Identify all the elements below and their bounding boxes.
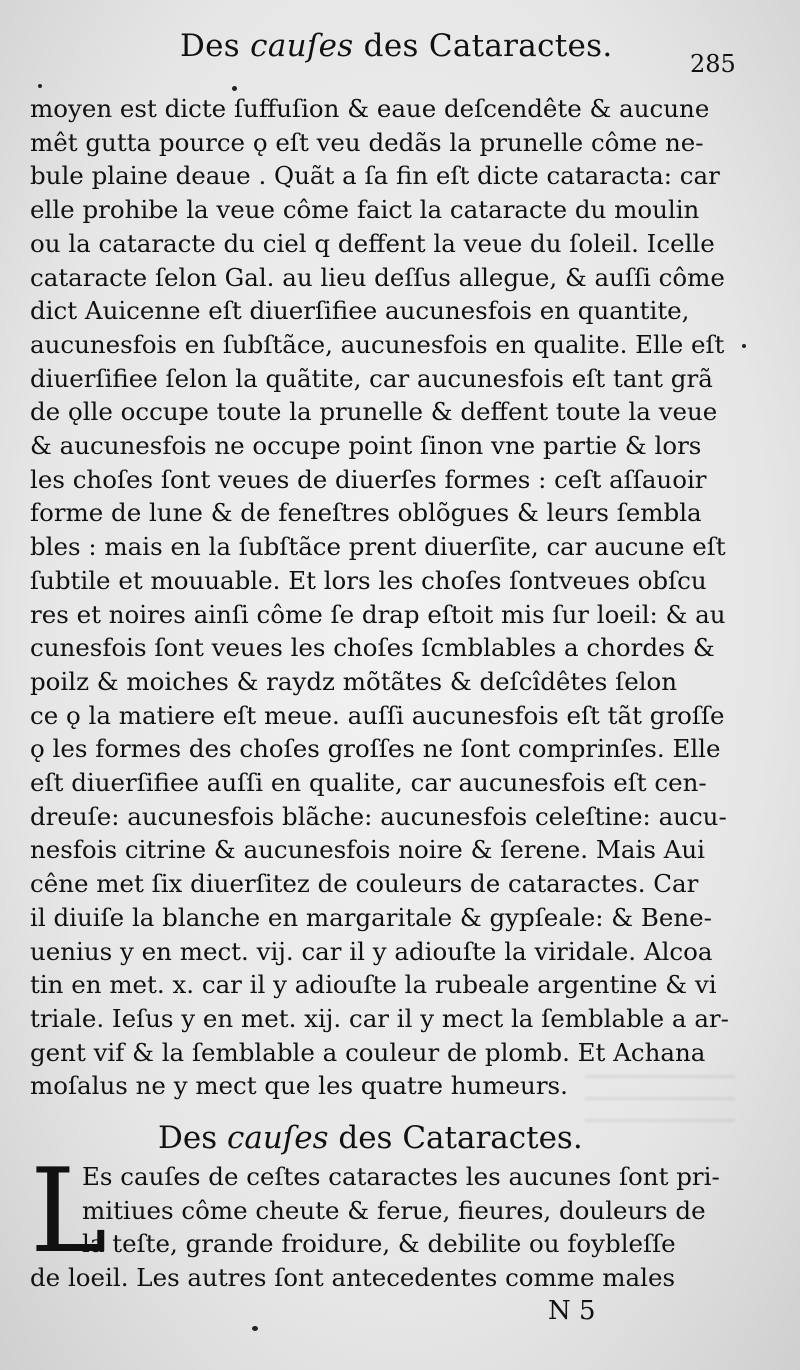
text-line: moſalus ne y mect que les quatre humeurs.	[30, 1071, 568, 1101]
text-line: cêne met ſix diuerſitez de couleurs de cataractes. Car	[30, 869, 699, 899]
section-heading: Des cauſes des Cataractes.	[158, 1120, 583, 1156]
text-line: la teſte, grande froidure, & debilite ou foybleſſe	[82, 1229, 676, 1259]
ink-speck	[232, 86, 237, 91]
text-line: nesfois citrine & aucunesfois noire & ſerene. Mais Aui	[30, 835, 706, 865]
text-line: elle prohibe la veue côme faict la cataracte du moulin	[30, 195, 700, 225]
signature-mark: N 5	[548, 1296, 596, 1326]
text-line: moyen est dicte ſuffuſion & eaue deſcendête & aucune	[30, 94, 710, 123]
text-line: cunesfois ſont veues les choſes ſcmblables a chordes &	[30, 633, 715, 663]
text-line: aucunesfois en ſubſtãce, aucunesfois en qualite. Elle eſt	[30, 329, 725, 359]
text-line: & aucunesfois ne occupe point ſinon vne partie & lors	[30, 431, 702, 461]
text-line: poilz & moiches & raydz mõtãtes & deſcîdêtes ſelon	[30, 666, 678, 696]
text-line: dict Auicenne eſt diuerſifiee aucunesfois en quantite,	[30, 296, 690, 326]
text-line: ſubtile et mouuable. Et lors les choſes ſontveues obſcu	[30, 565, 707, 595]
text-line: Es cauſes de ceſtes cataractes les aucunes ſont pri-	[82, 1162, 720, 1191]
text-line: tin en met. x. car il y adiouſte la rubeale argentine & vi	[30, 970, 717, 1000]
ink-speck	[252, 1326, 258, 1331]
ink-speck	[742, 344, 746, 348]
text-line: bule plaine deaue . Quãt a ſa fin eſt dicte cataracta: car	[30, 161, 720, 191]
text-line: ou la cataracte du ciel q deffent la veue du ſoleil. Icelle	[30, 228, 715, 258]
text-line: bles : mais en la ſubſtãce prent diuerſite, car aucune eſt	[30, 532, 726, 562]
text-line: de loeil. Les autres ſont antecedentes comme males	[30, 1263, 676, 1293]
page-number: 285	[690, 50, 736, 78]
text-line: res et noires ainſi côme ſe drap eſtoit mis ſur loeil: & au	[30, 599, 726, 629]
running-head: Des cauſes des Cataractes.	[180, 28, 613, 64]
text-line: eſt diuerſifiee auſſi en qualite, car aucunesfois eſt cen-	[30, 768, 707, 798]
text-line: triale. Ieſus y en met. xij. car il y mect la ſemblable a ar-	[30, 1003, 729, 1033]
text-line: forme de lune & de feneſtres oblõgues & leurs ſembla	[30, 498, 702, 528]
text-line: les choſes ſont veues de diuerſes formes : ceſt aſſauoir	[30, 464, 707, 494]
text-line: ce ǫ la matiere eſt meue. auſſi aucunesfois eſt tãt groſſe	[30, 700, 725, 730]
text-line: dreuſe: aucunesfois blãche: aucunesfois celeſtine: aucu-	[30, 801, 727, 831]
text-line: mêt gutta pource ǫ eſt veu dedãs la prunelle côme ne-	[30, 127, 704, 157]
text-line: uenius y en mect. vij. car il y adiouſte la viridale. Alcoa	[30, 936, 713, 966]
text-line: de ǫlle occupe toute la prunelle & deffent toute la veue	[30, 397, 718, 427]
drop-cap: L	[30, 1144, 108, 1279]
text-line: ǫ les formes des choſes groſſes ne ſont comprinſes. Elle	[30, 734, 721, 764]
show-through-ink	[585, 1075, 735, 1135]
text-line: cataracte ſelon Gal. au lieu deſſus allegue, & auſſi côme	[30, 262, 725, 292]
section-text	[30, 1144, 730, 1295]
ink-speck	[38, 84, 42, 88]
text-line: mitiues côme cheute & ferue, fieures, douleurs de	[82, 1195, 706, 1225]
text-line: il diuiſe la blanche en margaritale & gypſeale: & Bene-	[30, 902, 712, 932]
text-line: gent vif & la ſemblable a couleur de plomb. Et Achana	[30, 1037, 706, 1067]
body-text	[30, 92, 730, 1103]
text-line: diuerſifiee ſelon la quãtite, car aucunesfois eſt tant grã	[30, 363, 713, 393]
